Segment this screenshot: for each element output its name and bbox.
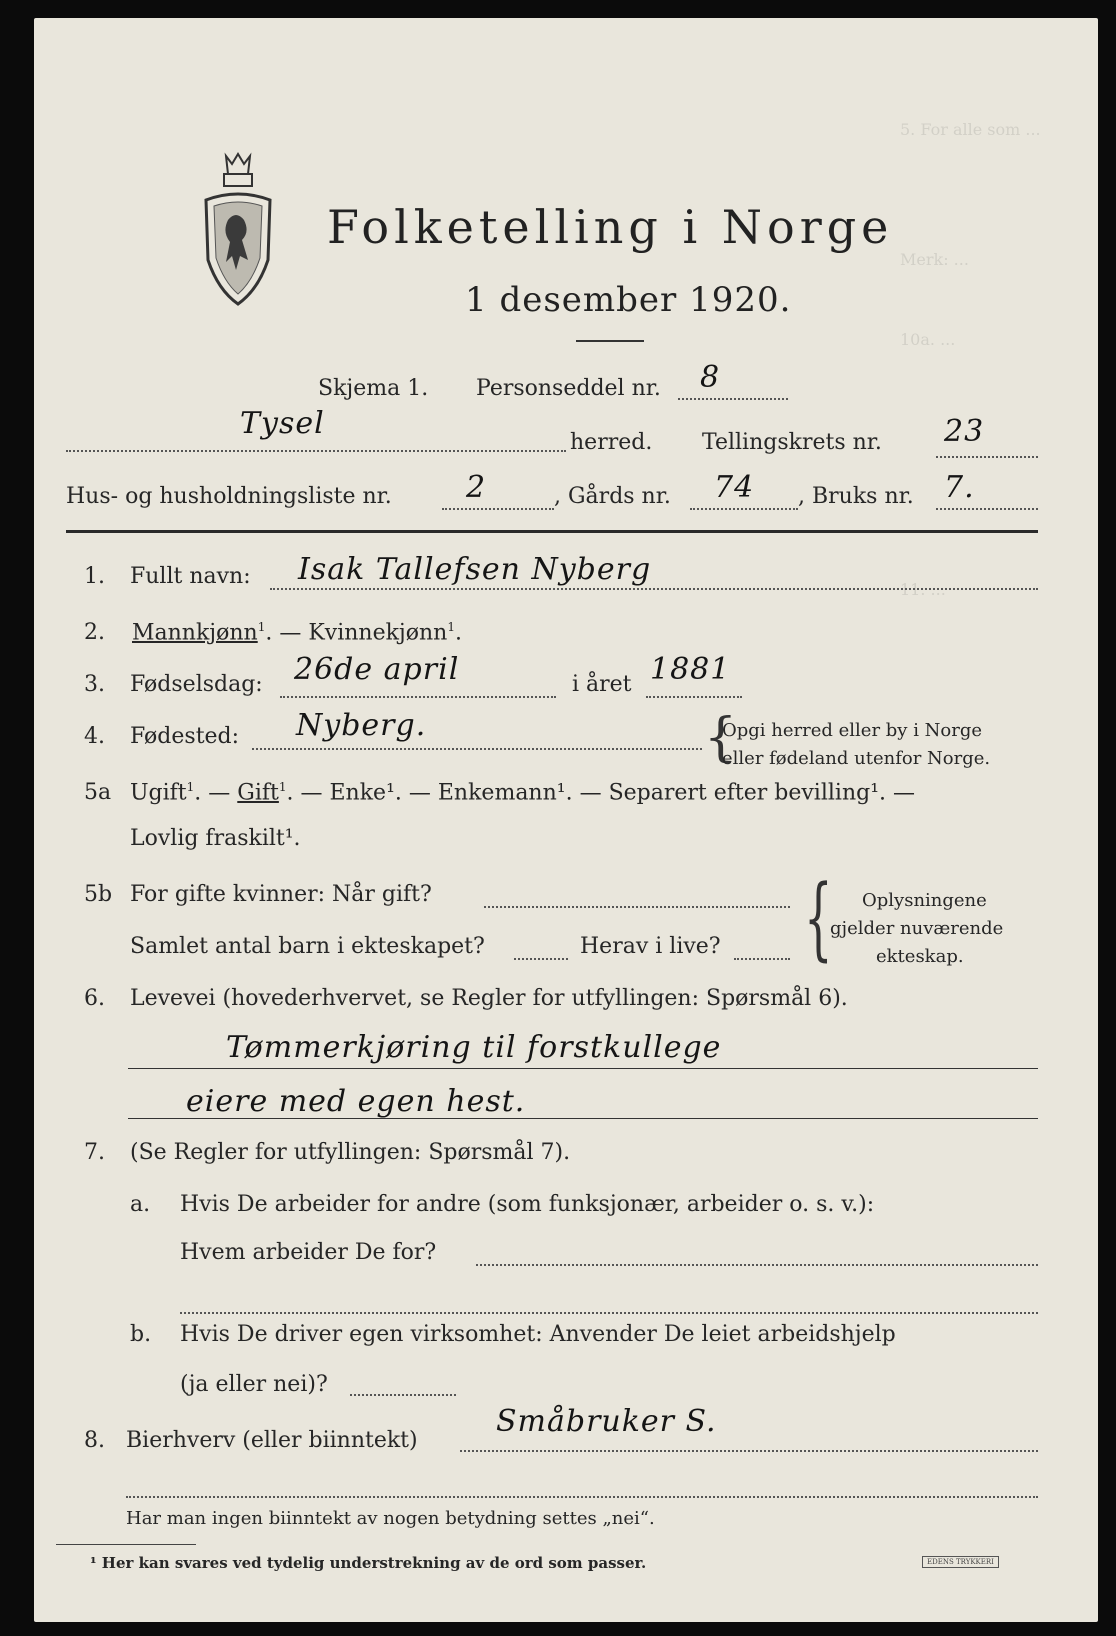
q5b-note-line3: ekteskap. — [876, 946, 964, 967]
q7b-yes-no-label: (ja eller nei)? — [180, 1372, 328, 1397]
q4-note-line1: Opgi herred eller by i Norge — [722, 720, 983, 741]
q4-number: 4. — [84, 724, 105, 749]
q8-field-line2 — [126, 1496, 1038, 1498]
q1-label: Fullt navn: — [130, 564, 251, 589]
q4-brace: { — [704, 708, 738, 768]
q5b-married-when-label: For gifte kvinner: Når gift? — [130, 882, 432, 907]
bruks-field-line — [936, 508, 1038, 510]
husliste-value[interactable]: 2 — [466, 470, 487, 505]
secondary-income-value[interactable]: Småbruker S. — [496, 1404, 717, 1439]
q5b-alive-field — [734, 958, 790, 960]
occupation-value-line2[interactable]: eiere med egen hest. — [186, 1084, 526, 1119]
footer-note: Har man ingen biinntekt av nogen betydning settes „nei“. — [126, 1508, 655, 1529]
q5b-note-line1: Oplysningene — [862, 890, 987, 911]
q5b-note-line2: gjelder nuværende — [830, 918, 1004, 939]
gards-field-line — [690, 508, 798, 510]
q5b-married-when-field — [484, 906, 790, 908]
q7a-label: Hvis De arbeider for andre (som funksjonær, arbeider o. s. v.): — [180, 1192, 875, 1217]
bleed-through-text: 11. ... — [900, 580, 946, 599]
q5a-lovlig-fraskilt[interactable]: Lovlig fraskilt¹. — [130, 826, 301, 851]
printer-stamp: EDENS TRYKKERI — [922, 1556, 999, 1568]
q5b-brace: { — [804, 866, 833, 971]
q2-male-option[interactable]: Mannkjønn — [132, 620, 258, 646]
bleed-through-text: 5. For alle som ... — [900, 120, 1041, 139]
q8-label: Bierhverv (eller biinntekt) — [126, 1428, 418, 1453]
q8-field-line — [460, 1450, 1038, 1452]
q3-field-line — [280, 696, 556, 698]
q3-label: Fødselsdag: — [130, 672, 263, 697]
q7a-employer-field — [476, 1264, 1038, 1266]
q4-field-line — [252, 748, 702, 750]
q6-field-line2 — [128, 1118, 1038, 1119]
q7b-yes-no-field — [350, 1394, 456, 1396]
birth-date-value[interactable]: 26de april — [294, 652, 460, 687]
personseddel-value[interactable]: 8 — [700, 360, 721, 395]
q2-number: 2. — [84, 620, 105, 645]
bleed-through-text: 10a. ... — [900, 330, 956, 349]
census-date: 1 desember 1920. — [465, 280, 792, 320]
herred-value[interactable]: Tysel — [240, 406, 325, 441]
skjema-label: Skjema 1. — [318, 376, 429, 401]
birthplace-value[interactable]: Nyberg. — [296, 708, 427, 743]
gards-value[interactable]: 74 — [714, 470, 755, 505]
q5a-other-options[interactable]: . — Enke¹. — Enkemann¹. — Separert efter bevilling¹. — — [286, 780, 916, 806]
q4-label: Fødested: — [130, 724, 240, 749]
q2-gender-row: Mannkjønn$^1$. — Kvinnekjønn$^1$. — [132, 620, 462, 646]
footnote-divider — [56, 1544, 196, 1545]
q5b-children-label: Samlet antal barn i ekteskapet? — [130, 934, 485, 959]
q7a-employer-field2 — [180, 1312, 1038, 1314]
q7-number: 7. — [84, 1140, 105, 1165]
q6-label: Levevei (hovederhvervet, se Regler for utfyllingen: Spørsmål 6). — [130, 986, 848, 1011]
bleed-through-text: Merk: ... — [900, 250, 969, 269]
page-title: Folketelling i Norge — [327, 200, 894, 254]
norway-coat-of-arms-icon — [196, 150, 280, 310]
footnote: ¹ Her kan svares ved tydelig understrekning av de ord som passer. — [90, 1554, 647, 1572]
q7b-label: Hvis De driver egen virksomhet: Anvender De leiet arbeidshjelp — [180, 1322, 896, 1347]
q1-field-line — [270, 588, 1038, 590]
q7a-letter: a. — [130, 1192, 151, 1217]
q7b-letter: b. — [130, 1322, 152, 1347]
q5a-number: 5a — [84, 780, 112, 805]
tellingskrets-value[interactable]: 23 — [944, 414, 985, 449]
husliste-label: Hus- og husholdningsliste nr. — [66, 484, 392, 509]
q5b-number: 5b — [84, 882, 113, 907]
herred-field-line — [66, 450, 566, 452]
q3-year-field-line — [646, 696, 742, 698]
q7a-employer-label: Hvem arbeider De for? — [180, 1240, 437, 1265]
q3-year-label: i året — [572, 672, 632, 697]
personseddel-field-line — [678, 398, 788, 400]
bruks-value[interactable]: 7. — [944, 470, 975, 505]
q4-note-line2: eller fødeland utenfor Norge. — [722, 748, 991, 769]
q5b-alive-label: Herav i live? — [580, 934, 721, 959]
title-divider — [576, 340, 644, 342]
q8-number: 8. — [84, 1428, 105, 1453]
birth-year-value[interactable]: 1881 — [650, 652, 731, 687]
q6-number: 6. — [84, 986, 105, 1011]
section-divider — [66, 530, 1038, 533]
q2-female-option[interactable]: Kvinnekjønn — [308, 620, 448, 646]
q5a-gift-option[interactable]: Gift — [237, 780, 279, 806]
q1-number: 1. — [84, 564, 105, 589]
q5a-ugift-option[interactable]: Ugift — [130, 780, 187, 806]
q3-number: 3. — [84, 672, 105, 697]
q7-label: (Se Regler for utfyllingen: Spørsmål 7). — [130, 1140, 571, 1165]
gards-label: , Gårds nr. — [554, 484, 671, 509]
q6-field-line1 — [128, 1068, 1038, 1069]
herred-label: herred. — [570, 430, 653, 455]
bruks-label: , Bruks nr. — [798, 484, 914, 509]
q5a-status-row: Ugift$^1$. — Gift$^1$. — Enke¹. — Enkemann¹. — Separert efter bevilling¹. — — [130, 780, 916, 806]
q5b-children-field — [514, 958, 568, 960]
occupation-value-line1[interactable]: Tømmerkjøring til forstkullege — [226, 1030, 722, 1065]
full-name-value[interactable]: Isak Tallefsen Nyberg — [298, 552, 652, 587]
husliste-field-line — [442, 508, 554, 510]
tellingskrets-field-line — [936, 456, 1038, 458]
personseddel-label: Personseddel nr. — [476, 376, 661, 401]
tellingskrets-label: Tellingskrets nr. — [702, 430, 882, 455]
